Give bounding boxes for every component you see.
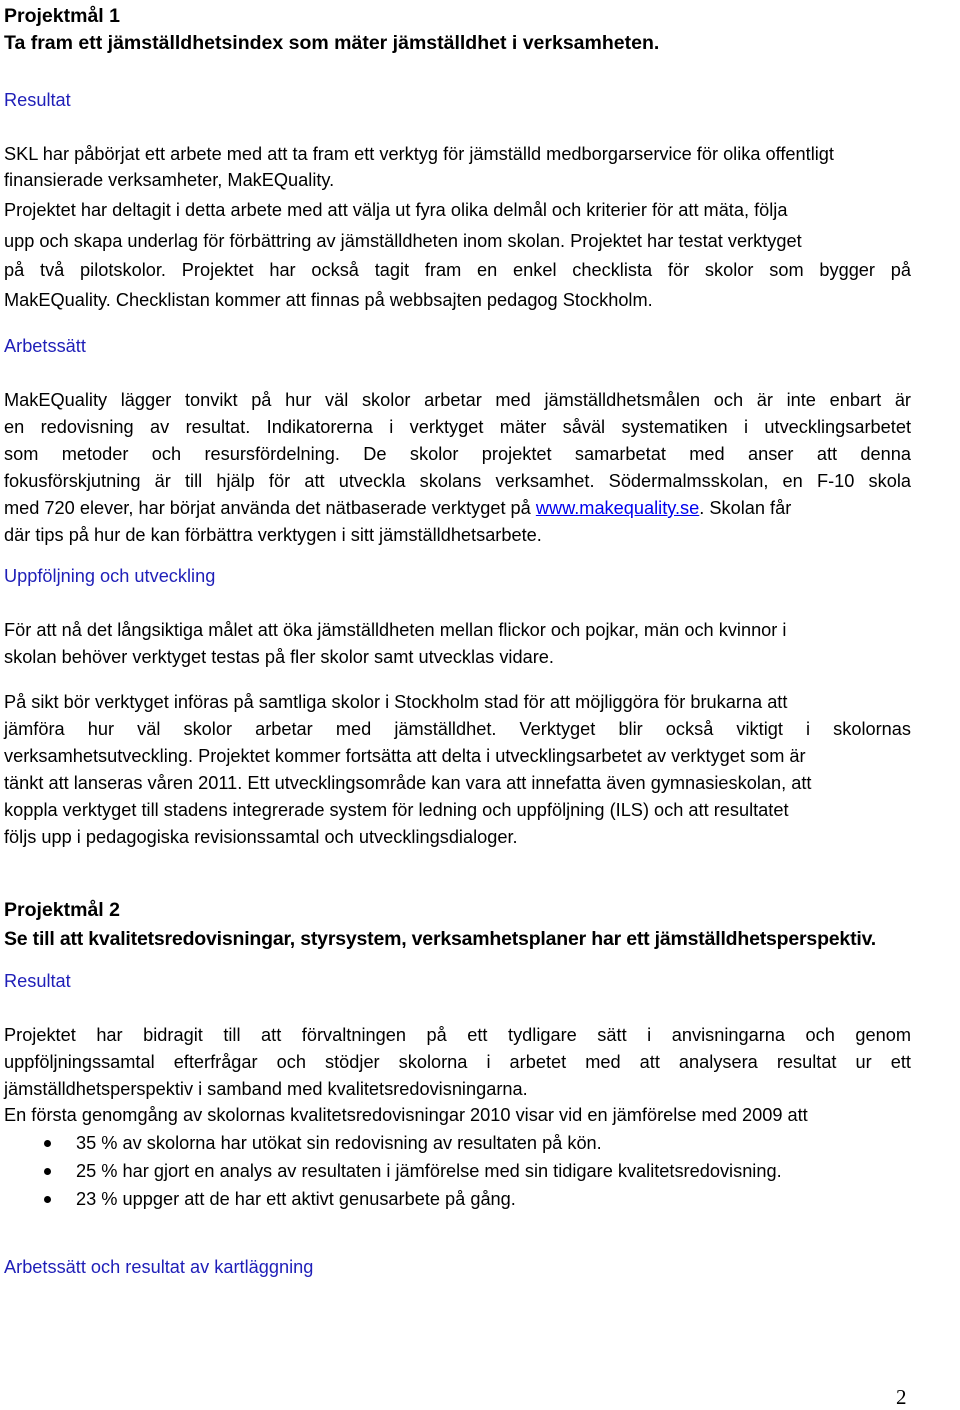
goal1-result-line: Projektet har deltagit i detta arbete med att välja ut fyra olika delmål och kriterier för att mäta, följa	[4, 200, 788, 220]
goal1-method-line: som metoder och resursfördelning. De skolor projektet samarbetat med anser att denna	[4, 444, 911, 464]
list-item-text: 25 % har gjort en analys av resultaten i jämförelse med sin tidigare kvalitetsredovisning.	[76, 1161, 782, 1181]
goal1-followup-line: verksamhetsutveckling. Projektet kommer fortsätta att delta i utvecklingsarbetet av verktyget som är	[4, 746, 806, 766]
goal1-method-line: fokusförskjutning är till hjälp för att utveckla skolans verksamhet. Södermalmsskolan, en F-10 skola	[4, 471, 911, 491]
bullet-icon	[44, 1140, 51, 1147]
list-item-text: 35 % av skolorna har utökat sin redovisning av resultaten på kön.	[76, 1133, 602, 1153]
list-item-text: 23 % uppger att de har ett aktivt genusarbete på gång.	[76, 1189, 516, 1209]
goal1-method-line: MakEQuality lägger tonvikt på hur väl skolor arbetar med jämställdhetsmålen och är inte enbart är	[4, 390, 911, 410]
method-text-after-link: . Skolan får	[699, 498, 792, 518]
goal1-result-line: upp och skapa underlag för förbättring av jämställdheten inom skolan. Projektet har testat verktyget	[4, 231, 802, 251]
goal2-result-line: En första genomgång av skolornas kvalitetsredovisningar 2010 visar vid en jämförelse med 2009 att	[4, 1105, 808, 1125]
goal1-followup-line: tänkt att lanseras våren 2011. Ett utvecklingsområde kan vara att innefatta även gymnasieskolan, att	[4, 773, 812, 793]
goal2-result-line: jämställdhetsperspektiv i samband med kvalitetsredovisningarna.	[4, 1079, 528, 1099]
goal1-method-heading: Arbetssätt	[4, 336, 86, 356]
makequality-link[interactable]: www.makequality.se	[535, 498, 700, 518]
goal1-method-line: en redovisning av resultat. Indikatorerna i verktyget mäter såväl systematiken i utvecklingsarbetet	[4, 417, 911, 437]
goal1-method-line-with-link	[4, 495, 911, 521]
goal2-mapping-heading: Arbetssätt och resultat av kartläggning	[4, 1257, 314, 1277]
goal1-followup-line: skolan behöver verktyget testas på fler skolor samt utvecklas vidare.	[4, 647, 554, 667]
goal2-label: Projektmål 2	[4, 899, 120, 921]
goal1-label: Projektmål 1	[4, 5, 120, 27]
goal2-result-line: Projektet har bidragit till att förvaltningen på ett tydligare sätt i anvisningarna och genom	[4, 1025, 911, 1045]
goal2-result-heading: Resultat	[4, 971, 71, 991]
goal1-followup-line: följs upp i pedagogiska revisionssamtal och utvecklingsdialoger.	[4, 827, 518, 847]
page-number: 2	[896, 1385, 907, 1409]
bullet-icon	[44, 1196, 51, 1203]
bullet-icon	[44, 1168, 51, 1175]
method-text-before-link: med 720 elever, har börjat använda det nätbaserade verktyget på	[4, 498, 531, 518]
goal1-method-line: där tips på hur de kan förbättra verktygen i sitt jämställdhetsarbete.	[4, 525, 542, 545]
goal1-result-line: MakEQuality. Checklistan kommer att finnas på webbsajten pedagog Stockholm.	[4, 290, 653, 310]
goal1-followup-heading: Uppföljning och utveckling	[4, 566, 216, 586]
goal1-followup-line: koppla verktyget till stadens integrerade system för ledning och uppföljning (ILS) och att resultatet	[4, 800, 789, 820]
goal2-title: Se till att kvalitetsredovisningar, styrsystem, verksamhetsplaner har ett jämställdhetsperspektiv.	[4, 928, 877, 950]
goal1-result-line: finansierade verksamheter, MakEQuality.	[4, 170, 335, 190]
goal1-followup-line: På sikt bör verktyget införas på samtliga skolor i Stockholm stad för att möjliggöra för brukarna att	[4, 692, 788, 712]
goal1-followup-line: jämföra hur väl skolor arbetar med jämställdhet. Verktyget blir också viktigt i skolornas	[4, 719, 911, 739]
goal2-result-line: uppföljningssamtal efterfrågar och stödjer skolorna i arbetet med att analysera resultat ur ett	[4, 1052, 911, 1072]
goal1-result-line: på två pilotskolor. Projektet har också tagit fram en enkel checklista för skolor som bygger på	[4, 260, 911, 280]
goal1-followup-line: För att nå det långsiktiga målet att öka jämställdheten mellan flickor och pojkar, män och kvinnor i	[4, 620, 787, 640]
goal1-title: Ta fram ett jämställdhetsindex som mäter jämställdhet i verksamheten.	[4, 32, 660, 54]
goal1-result-heading: Resultat	[4, 90, 71, 110]
goal1-result-line: SKL har påbörjat ett arbete med att ta fram ett verktyg för jämställd medborgarservice för olika offentligt	[4, 144, 834, 164]
